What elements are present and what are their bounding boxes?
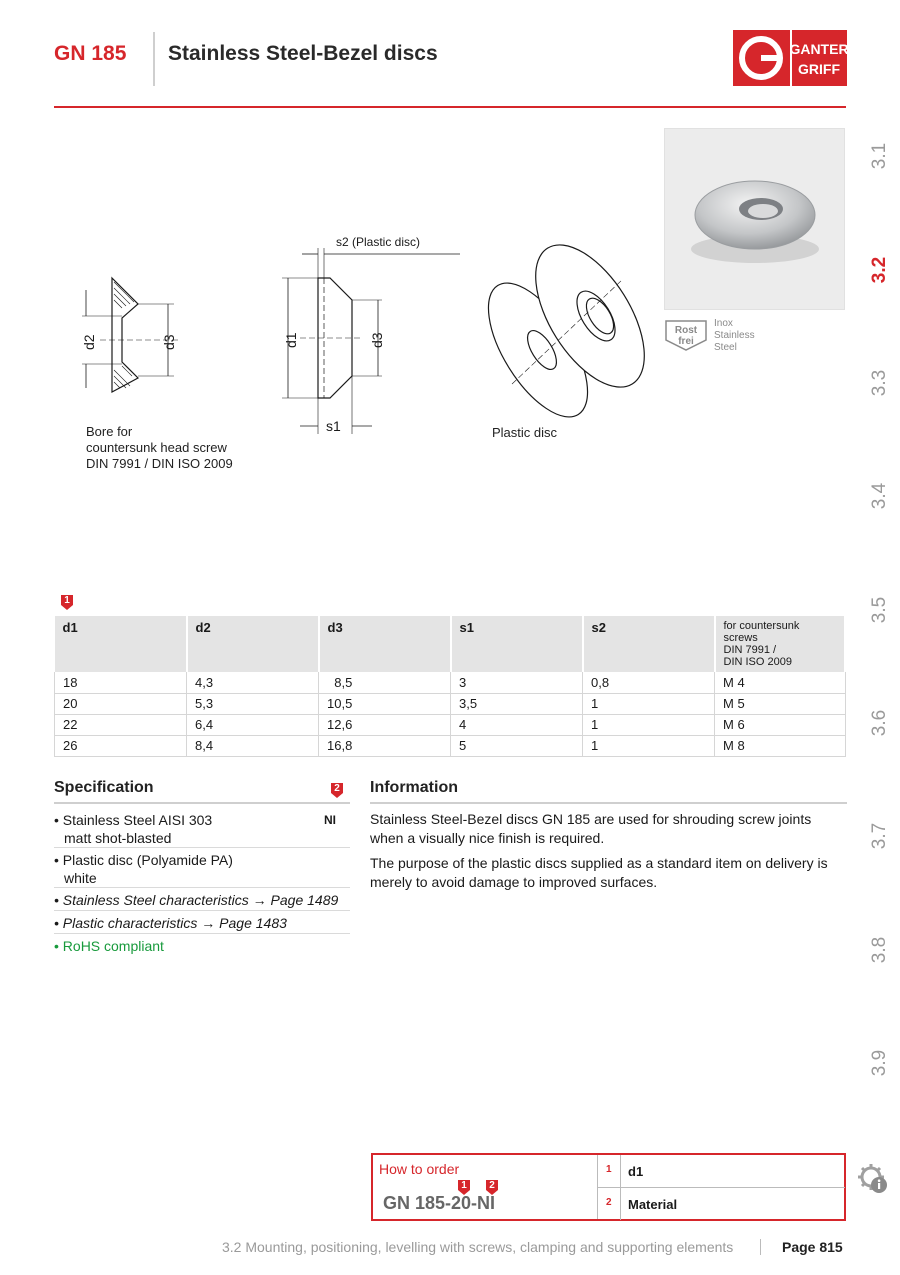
plastic-disc-caption: Plastic disc xyxy=(492,425,558,440)
how-to-order-box xyxy=(371,1153,846,1221)
logo-bottom-text: GRIFF xyxy=(798,61,840,77)
dim-d3-right: d3 xyxy=(369,332,385,348)
table-row: 18 4,3 8,5 3 0,8 M 4 xyxy=(55,672,846,693)
dim-d1: d1 xyxy=(283,332,299,348)
table-badge: 1 xyxy=(60,594,74,611)
table-row: 22 6,4 12,6 4 1 M 6 xyxy=(55,714,846,735)
dimensions-table xyxy=(54,616,846,757)
info-paragraph-2: The purpose of the plastic discs supplied as a standard item on delivery is merely to avoid damage to improved surfaces. xyxy=(370,855,828,890)
table-header-row xyxy=(55,616,846,672)
col-d1: d1 xyxy=(55,616,187,672)
logo-top-text: GANTER xyxy=(789,41,847,57)
page-number: Page 815 xyxy=(782,1239,843,1255)
s2-label: s2 (Plastic disc) xyxy=(336,235,421,249)
ganter-logo xyxy=(733,30,847,86)
col-d2: d2 xyxy=(187,616,319,672)
material-badge-text: Inox Stainless Steel xyxy=(714,318,755,353)
product-photo xyxy=(664,128,845,310)
side-tab-3-6[interactable]: 3.6 xyxy=(869,709,890,737)
info-heading-rule xyxy=(370,802,847,804)
dim-d2: d2 xyxy=(81,334,97,350)
rost-text: Rost xyxy=(674,325,698,336)
table-row: 26 8,4 16,8 5 1 M 8 xyxy=(55,735,846,756)
side-tab-3-1[interactable]: 3.1 xyxy=(869,142,890,170)
side-tab-3-9[interactable]: 3.9 xyxy=(869,1049,890,1077)
order-badge-1: 1 xyxy=(457,1179,471,1196)
footer-breadcrumb: 3.2 Mounting, positioning, levelling with screws, clamping and supporting elements xyxy=(222,1239,734,1255)
side-tab-3-3[interactable]: 3.3 xyxy=(869,369,890,397)
how-to-order-label: How to order xyxy=(379,1161,460,1177)
product-code: GN 185 xyxy=(54,42,127,65)
table-row: 20 5,3 10,5 3,5 1 M 5 xyxy=(55,693,846,714)
side-tab-3-5[interactable]: 3.5 xyxy=(869,596,890,624)
dim-d3-left: d3 xyxy=(161,334,177,350)
page-title: Stainless Steel-Bezel discs xyxy=(168,42,438,65)
order-badge-2: 2 xyxy=(485,1179,499,1196)
specification-heading: Specification xyxy=(54,779,154,796)
side-tab-3-2[interactable]: 3.2 xyxy=(869,256,890,284)
header-separator xyxy=(153,32,155,86)
rostfrei-icon xyxy=(664,318,708,352)
side-tab-3-7[interactable]: 3.7 xyxy=(869,822,890,850)
order-legend-row: 2 Material xyxy=(598,1188,845,1220)
spec-item-plastic: • Plastic disc (Polyamide PA) white xyxy=(54,848,350,888)
col-s1: s1 xyxy=(451,616,583,672)
spec-link-steel[interactable]: • Stainless Steel characteristics → Page 1489 xyxy=(54,888,350,911)
material-code: NI xyxy=(324,813,336,827)
dim-s1: s1 xyxy=(326,418,341,434)
information-heading: Information xyxy=(370,779,458,796)
spec-link-plastic[interactable]: • Plastic characteristics → Page 1483 xyxy=(54,911,350,934)
col-screws: for countersunk screws DIN 7991 / DIN ISO 2009 xyxy=(715,616,846,672)
bore-caption: Bore for countersunk head screw DIN 7991 / DIN ISO 2009 xyxy=(86,424,233,471)
spec-badge: 2 xyxy=(330,782,344,799)
side-tab-3-8[interactable]: 3.8 xyxy=(869,936,890,964)
order-example: GN 185-20-NI xyxy=(383,1193,496,1213)
order-legend xyxy=(597,1155,845,1219)
frei-text: frei xyxy=(678,336,694,347)
footer-separator xyxy=(760,1239,761,1255)
spec-heading-rule xyxy=(54,802,350,804)
side-tab-3-4[interactable]: 3.4 xyxy=(869,482,890,510)
order-legend-row: 1 d1 xyxy=(598,1155,845,1188)
col-s2: s2 xyxy=(583,616,715,672)
header-rule xyxy=(54,106,846,108)
spec-item-steel: • Stainless Steel AISI 303 matt shot-blasted NI xyxy=(54,808,350,848)
col-d3: d3 xyxy=(319,616,451,672)
spec-rohs: • RoHS compliant xyxy=(54,938,164,954)
gear-info-icon[interactable] xyxy=(856,1162,890,1196)
info-paragraph-1: Stainless Steel-Bezel discs GN 185 are used for shrouding screw joints when a visually nice finish is required. xyxy=(370,811,812,846)
